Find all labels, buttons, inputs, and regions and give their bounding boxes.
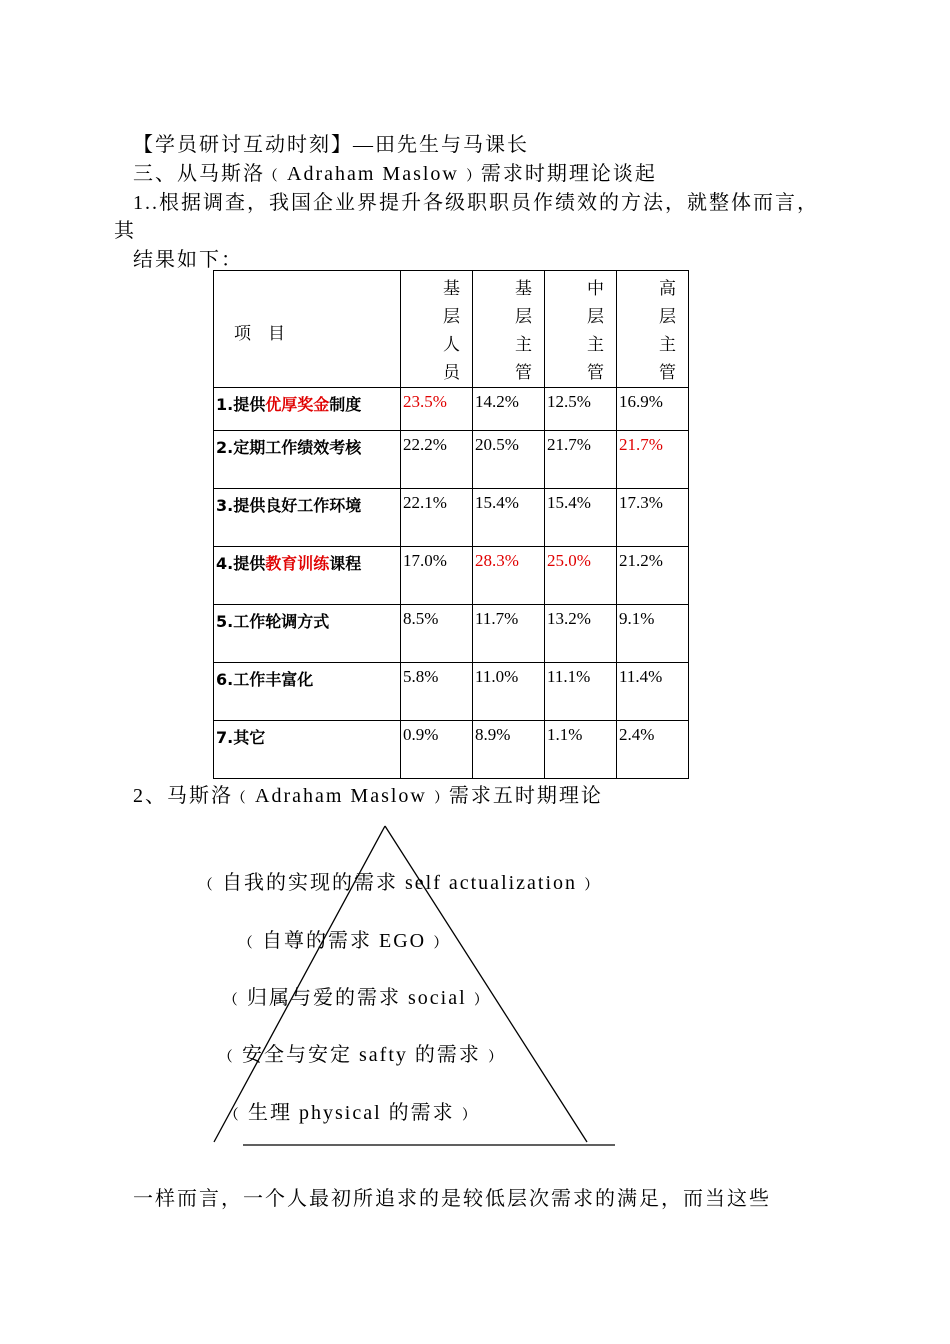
highlighted-text: 教育训练	[265, 554, 330, 573]
percentage-cell: 15.4%	[473, 489, 545, 547]
row-item-label: 5.工作轮调方式	[214, 605, 401, 663]
percentage-cell: 5.8%	[401, 663, 473, 721]
percentage-cell: 8.9%	[473, 721, 545, 779]
row-item-label: 4.提供教育训练课程	[214, 547, 401, 605]
percentage-cell: 2.4%	[617, 721, 689, 779]
percentage-cell: 11.1%	[545, 663, 617, 721]
percentage-cell: 11.7%	[473, 605, 545, 663]
percentage-cell: 1.1%	[545, 721, 617, 779]
percentage-cell: 11.0%	[473, 663, 545, 721]
percentage-cell: 9.1%	[617, 605, 689, 663]
percentage-cell: 25.0%	[545, 547, 617, 605]
section-2-heading: 2、马斯洛﹙Adraham Maslow﹚需求五时期理论	[133, 785, 603, 807]
percentage-cell: 14.2%	[473, 388, 545, 431]
percentage-cell: 20.5%	[473, 431, 545, 489]
percentage-cell: 17.0%	[401, 547, 473, 605]
header-col-2: 基 层 主 管	[473, 271, 545, 388]
row-item-label: 1.提供优厚奖金制度	[214, 388, 401, 431]
section-3-heading: 三、从马斯洛﹙Adraham Maslow﹚需求时期理论谈起	[133, 163, 657, 185]
percentage-cell: 22.2%	[401, 431, 473, 489]
header-col-4: 高 层 主 管	[617, 271, 689, 388]
pyramid-level-social: ﹙归属与爱的需求 social﹚	[225, 987, 489, 1009]
percentage-cell: 28.3%	[473, 547, 545, 605]
row-item-label: 2.定期工作绩效考核	[214, 431, 401, 489]
percentage-cell: 21.7%	[545, 431, 617, 489]
percentage-cell: 16.9%	[617, 388, 689, 431]
pyramid-level-safety: ﹙安全与安定 safty 的需求﹚	[220, 1044, 503, 1066]
pyramid-level-ego: ﹙自尊的需求 EGO﹚	[240, 930, 449, 952]
percentage-cell: 0.9%	[401, 721, 473, 779]
pyramid-level-self-actualization: ﹙自我的实现的需求 self actualization﹚	[200, 872, 600, 894]
intro-paragraph-line3: 结果如下：	[133, 249, 243, 271]
percentage-cell: 13.2%	[545, 605, 617, 663]
row-item-label: 6.工作丰富化	[214, 663, 401, 721]
header-col-1: 基 层 人 员	[401, 271, 473, 388]
pyramid-level-physical: ﹙生理 physical 的需求﹚	[226, 1102, 477, 1124]
percentage-cell: 11.4%	[617, 663, 689, 721]
row-item-label: 7.其它	[214, 721, 401, 779]
intro-paragraph-line2: 其	[114, 220, 136, 242]
row-item-label: 3.提供良好工作环境	[214, 489, 401, 547]
closing-paragraph: 一样而言，一个人最初所追求的是较低层次需求的满足，而当这些	[133, 1188, 771, 1210]
percentage-cell: 23.5%	[401, 388, 473, 431]
percentage-cell: 21.2%	[617, 547, 689, 605]
discussion-title: 【学员研讨互动时刻】—田先生与马课长	[133, 134, 529, 156]
header-col-3: 中 层 主 管	[545, 271, 617, 388]
percentage-cell: 22.1%	[401, 489, 473, 547]
percentage-cell: 12.5%	[545, 388, 617, 431]
highlighted-text: 优厚奖金	[265, 395, 330, 414]
percentage-cell: 17.3%	[617, 489, 689, 547]
percentage-cell: 21.7%	[617, 431, 689, 489]
percentage-cell: 8.5%	[401, 605, 473, 663]
header-item: 项 目	[214, 271, 401, 388]
intro-paragraph-line1: 1..根据调查，我国企业界提升各级职职员作绩效的方法，就整体而言，	[133, 192, 819, 214]
percentage-cell: 15.4%	[545, 489, 617, 547]
